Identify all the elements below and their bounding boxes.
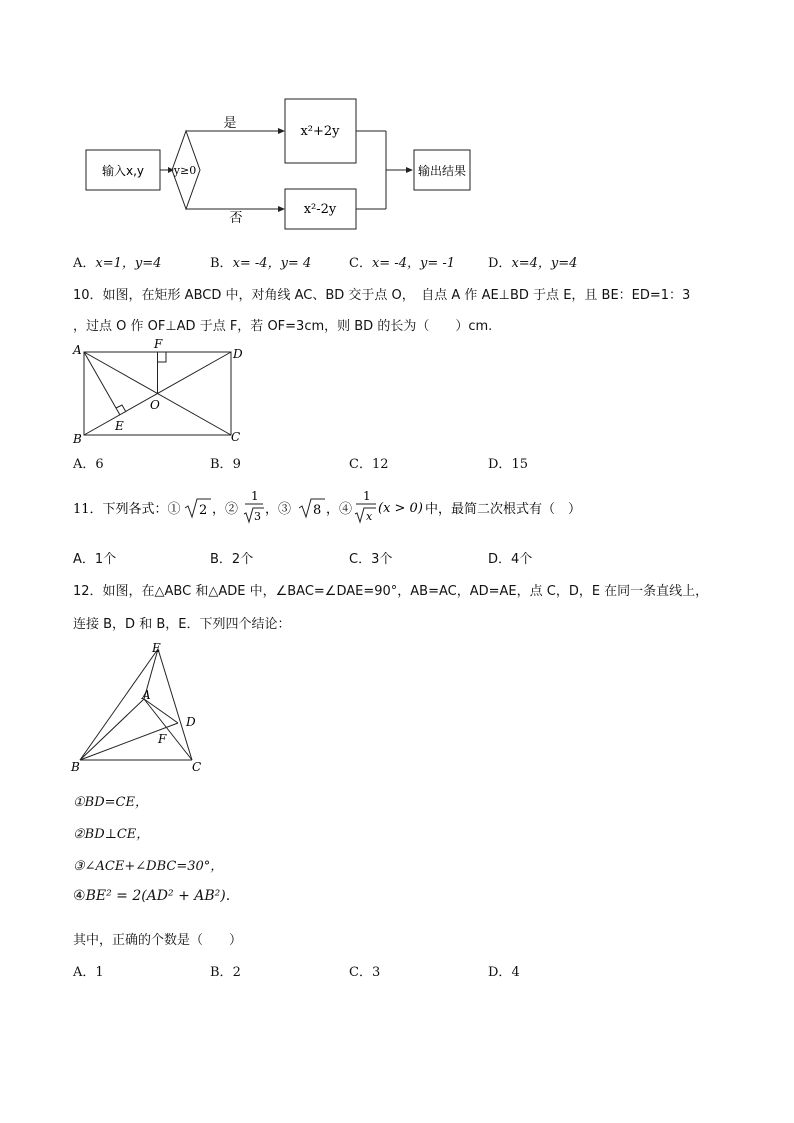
- label-f: F: [154, 337, 163, 351]
- q9-option-a[interactable]: A．x=1，y=4: [73, 256, 162, 271]
- yes-label: 是: [223, 116, 237, 131]
- q12-option-d[interactable]: D．4: [488, 965, 520, 980]
- condition-label: y≥0: [173, 164, 197, 177]
- svg-text:8: 8: [313, 503, 322, 518]
- input-label: 输入x,y: [101, 164, 145, 178]
- q10-option-b[interactable]: B．9: [210, 457, 241, 472]
- q9-option-b[interactable]: B．x= -4，y= 4: [210, 256, 312, 271]
- q10-option-a[interactable]: A．6: [73, 457, 104, 472]
- q10-stem-line1: 10．如图，在矩形 ABCD 中，对角线 AC、BD 交于点 O， 自点 A 作 AE⊥BD 于点 E，且 BE：ED=1：3: [73, 288, 691, 303]
- q10-option-d[interactable]: D．15: [488, 457, 528, 472]
- svg-text:1: 1: [363, 489, 371, 503]
- flowchart: [0, 0, 794, 240]
- label-d: D: [186, 715, 196, 729]
- svg-text:，②: ，②: [212, 502, 239, 517]
- q12-conclusion-4: ④BE² = 2(AD² + AB²).: [73, 888, 231, 904]
- q12-option-c[interactable]: C．3: [349, 965, 381, 980]
- q12-figure: [66, 640, 216, 775]
- q12-conclusion-1: ①BD=CE，: [73, 795, 148, 810]
- label-d: D: [233, 347, 243, 361]
- triangle-figure: [66, 640, 216, 775]
- label-c: C: [192, 760, 202, 774]
- label-f: F: [158, 732, 167, 746]
- label-o: O: [150, 398, 160, 412]
- label-a: A: [142, 688, 151, 702]
- svg-text:1: 1: [251, 489, 259, 503]
- top-expr: x²+2y: [300, 124, 340, 139]
- svg-text:2: 2: [199, 503, 208, 518]
- svg-text:x: x: [366, 510, 373, 523]
- q9-option-d[interactable]: D．x=4，y=4: [488, 256, 578, 271]
- q12-stem-line1: 12．如图，在△ABC 和△ADE 中，∠BAC=∠DAE=90°，AB=AC，AD=AE，点 C，D，E 在同一条直线上，: [73, 584, 709, 599]
- q9-option-c[interactable]: C．x= -4，y= -1: [349, 256, 456, 271]
- q11-stem: [73, 486, 633, 526]
- q12-question: 其中，正确的个数是（ ）: [73, 933, 243, 948]
- q12-option-b[interactable]: B．2: [210, 965, 241, 980]
- q10-stem-line2: ，过点 O 作 OF⊥AD 于点 F，若 OF=3cm，则 BD 的长为（ ）cm.: [73, 319, 493, 334]
- svg-text:11．下列各式：①: 11．下列各式：①: [73, 502, 181, 517]
- q12-conclusion-3: ③∠ACE+∠DBC=30°，: [73, 859, 224, 874]
- svg-text:(x > 0): (x > 0): [378, 501, 423, 516]
- q11-option-b[interactable]: B．2个: [210, 552, 254, 567]
- svg-text:3: 3: [254, 510, 261, 523]
- q11-stem-svg: [73, 486, 633, 526]
- output-label: 输出结果: [417, 164, 467, 178]
- label-b: B: [71, 760, 80, 774]
- flowchart-svg: [0, 0, 794, 240]
- q11-option-a[interactable]: A．1个: [73, 552, 117, 567]
- svg-text:，④: ，④: [326, 502, 353, 517]
- rectangle-figure: [70, 336, 260, 448]
- q10-option-c[interactable]: C．12: [349, 457, 389, 472]
- label-b: B: [73, 432, 82, 446]
- bottom-expr: x²-2y: [303, 202, 337, 217]
- label-e: E: [152, 641, 161, 655]
- q12-conclusion-2: ②BD⊥CE，: [73, 827, 150, 842]
- q11-option-d[interactable]: D．4个: [488, 552, 533, 567]
- label-e: E: [115, 419, 124, 433]
- svg-text:中，最简二次根式有（ ）: 中，最简二次根式有（ ）: [425, 502, 582, 517]
- q10-figure: [70, 336, 260, 448]
- q11-option-c[interactable]: C．3个: [349, 552, 393, 567]
- label-a: A: [73, 343, 82, 357]
- label-c: C: [231, 430, 241, 444]
- q12-stem-line2: 连接 B，D 和 B，E．下列四个结论：: [73, 617, 291, 632]
- svg-text:，③: ，③: [265, 502, 292, 517]
- q12-option-a[interactable]: A．1: [73, 965, 104, 980]
- no-label: 否: [229, 211, 243, 226]
